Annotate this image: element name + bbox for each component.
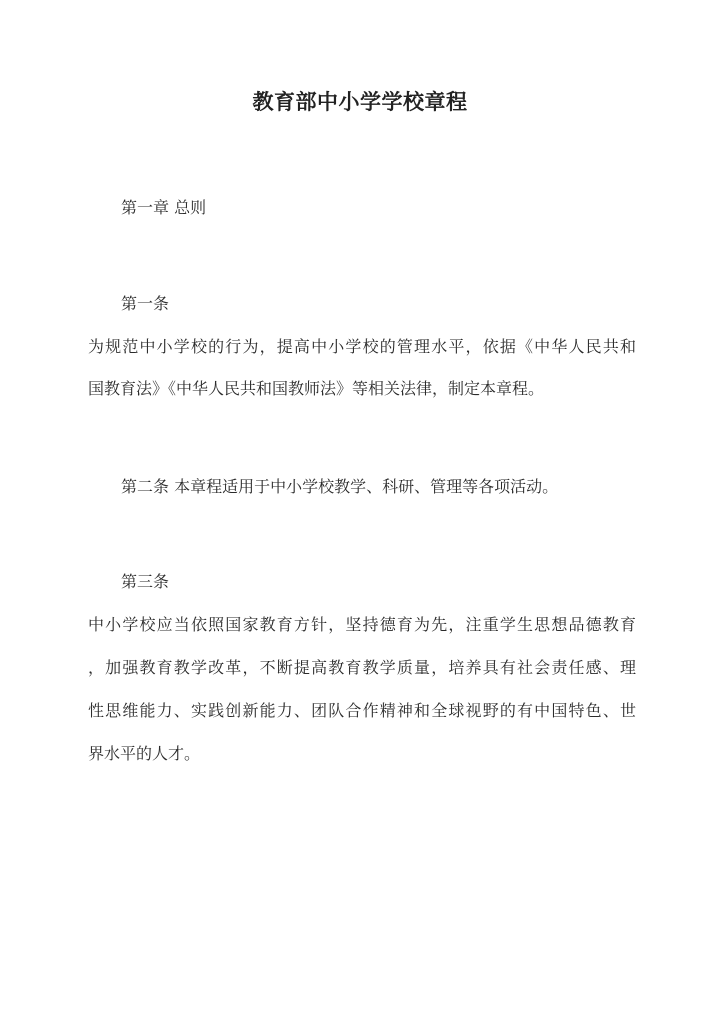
article-2-text: 第二条 本章程适用于中小学校教学、科研、管理等各项活动。 (121, 477, 559, 496)
article-3-line-2: ，加强教育教学改革，不断提高教育教学质量，培养具有社会责任感、理 (88, 658, 636, 677)
chapter-heading: 第一章 总则 (121, 198, 207, 217)
article-3-heading: 第三条 (121, 572, 170, 591)
document-title: 教育部中小学学校章程 (252, 89, 468, 114)
article-3-line-4: 界水平的人才。 (88, 744, 201, 763)
article-1-heading: 第一条 (121, 294, 170, 313)
article-1-line-2: 国教育法》《中华人民共和国教师法》等相关法律，制定本章程。 (88, 379, 545, 398)
article-3-line-3: 性思维能力、实践创新能力、团队合作精神和全球视野的有中国特色、世 (88, 701, 636, 720)
article-3-line-1: 中小学校应当依照国家教育方针，坚持德育为先，注重学生思想品德教育 (88, 615, 636, 634)
article-1-line-1: 为规范中小学校的行为，提高中小学校的管理水平，依据《中华人民共和 (88, 337, 636, 356)
